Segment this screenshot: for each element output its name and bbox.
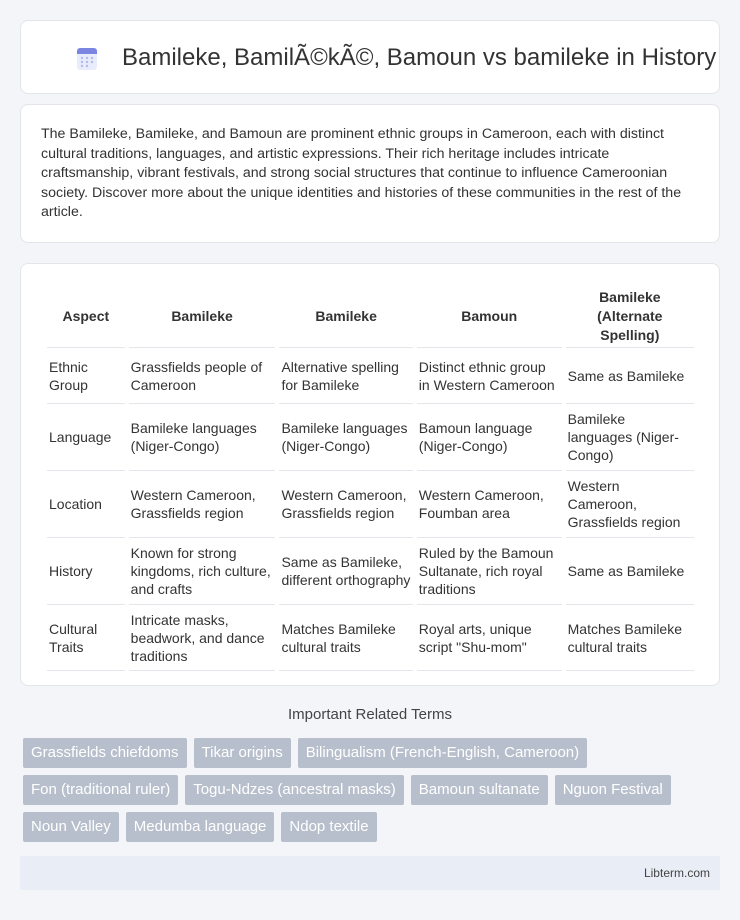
table-cell: Alternative spelling for Bamileke [279, 347, 412, 403]
table-cell: Same as Bamileke [566, 347, 694, 403]
table-cell: Ethnic Group [47, 347, 125, 403]
table-cell: Matches Bamileke cultural traits [566, 604, 694, 671]
intro-card [20, 104, 720, 243]
table-cell: Royal arts, unique script "Shu-mom" [417, 604, 562, 671]
related-term-tag[interactable]: Bilingualism (French-English, Cameroon) [298, 738, 587, 768]
table-row [47, 347, 694, 403]
table-cell: Western Cameroon, Grassfields region [129, 470, 276, 537]
table-cell: Western Cameroon, Grassfields region [566, 470, 694, 537]
related-terms-list [23, 738, 723, 842]
table-cell: Bamoun language (Niger-Congo) [417, 403, 562, 470]
related-term-tag[interactable]: Nguon Festival [555, 775, 671, 805]
related-term-tag[interactable]: Medumba language [126, 812, 275, 842]
page-title: Bamileke, BamilÃ©kÃ©, Bamoun vs bamileke in History [122, 44, 717, 71]
footer [20, 856, 720, 890]
table-header-row [47, 285, 694, 347]
table-row [47, 470, 694, 537]
table-cell: Intricate masks, beadwork, and dance traditions [129, 604, 276, 671]
title-card [20, 20, 720, 94]
table-cell: Bamileke languages (Niger-Congo) [566, 403, 694, 470]
related-term-tag[interactable]: Noun Valley [23, 812, 119, 842]
document-icon [75, 47, 99, 71]
table-cell: Grassfields people of Cameroon [129, 347, 276, 403]
table-cell: Matches Bamileke cultural traits [279, 604, 412, 671]
header-bamileke: Bamileke [171, 307, 233, 324]
related-term-tag[interactable]: Grassfields chiefdoms [23, 738, 187, 768]
table-cell: Cultural Traits [47, 604, 125, 671]
table-row [47, 537, 694, 604]
table-cell: Western Cameroon, Foumban area [417, 470, 562, 537]
related-term-tag[interactable]: Fon (traditional ruler) [23, 775, 178, 805]
table-cell: History [47, 537, 125, 604]
header-bamileke-2: Bamileke [315, 307, 377, 324]
table-row [47, 403, 694, 470]
table-cell: Same as Bamileke [566, 537, 694, 604]
related-term-tag[interactable]: Ndop textile [281, 812, 376, 842]
table-cell: Ruled by the Bamoun Sultanate, rich royal traditions [417, 537, 562, 604]
related-term-tag[interactable]: Bamoun sultanate [411, 775, 548, 805]
table-cell: Bamileke languages (Niger-Congo) [279, 403, 412, 470]
table-cell: Bamileke languages (Niger-Congo) [129, 403, 276, 470]
related-term-tag[interactable]: Tikar origins [194, 738, 291, 768]
table-cell: Distinct ethnic group in Western Cameroon [417, 347, 562, 403]
header-bamoun: Bamoun [461, 307, 518, 324]
footer-site-link[interactable]: Libterm.com [643, 866, 710, 880]
table-cell: Known for strong kingdoms, rich culture, and crafts [129, 537, 276, 604]
intro-paragraph: The Bamileke, Bamileke, and Bamoun are prominent ethnic groups in Cameroon, each with distinct cultural traditions, languages, and artistic expressions. Their rich heritage includes intricate craftsmanship, vibrant festivals, and strong social structures that continue to influence Cameroonian society. Discover more about the unique identities and histories of these communities in the rest of the article. [41, 126, 682, 220]
table-cell: Western Cameroon, Grassfields region [279, 470, 412, 537]
table-cell: Same as Bamileke, different orthography [279, 537, 412, 604]
related-terms-title: Important Related Terms [288, 706, 452, 723]
header-bamileke-alternate: Bamileke (Alternate Spelling) [597, 288, 663, 343]
header-aspect: Aspect [62, 307, 110, 324]
comparison-table [43, 285, 698, 671]
comparison-table-card [20, 263, 720, 686]
related-term-tag[interactable]: Togu-Ndzes (ancestral masks) [185, 775, 404, 805]
table-row [47, 604, 694, 671]
table-cell: Language [47, 403, 125, 470]
table-cell: Location [47, 470, 125, 537]
